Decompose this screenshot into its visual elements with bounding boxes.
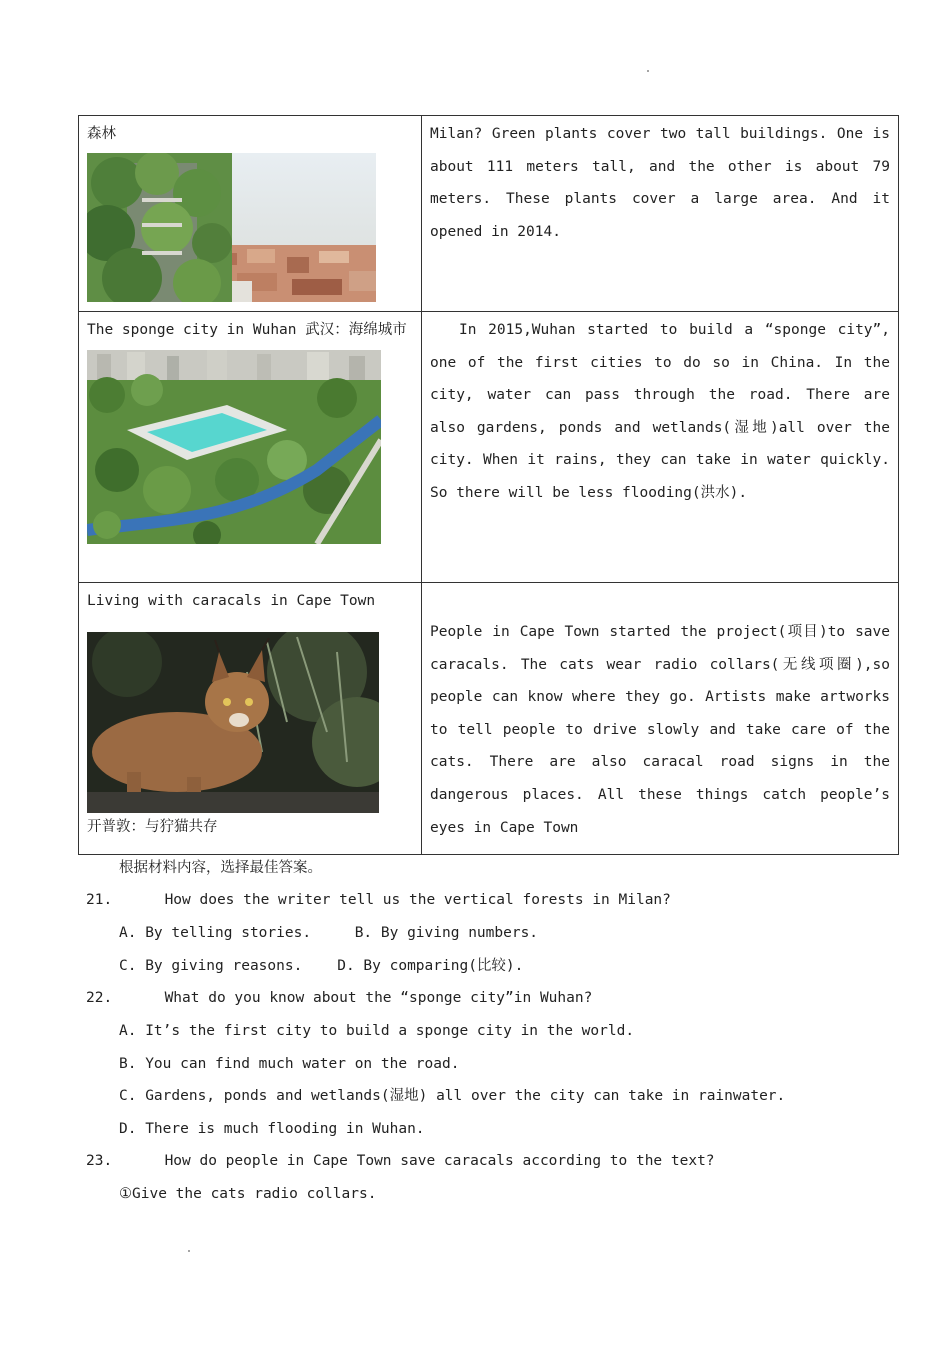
table-row — [79, 116, 899, 312]
question-22-option-c: C. Gardens, ponds and wetlands(湿地) all over the city can take in rainwater. — [119, 1088, 786, 1104]
question-23: 23. How do people in Cape Town save caracals according to the text? — [86, 1153, 715, 1169]
question-23-item-1: ①Give the cats radio collars. — [119, 1186, 377, 1202]
row-left-cell — [79, 583, 422, 855]
row-caption: 开普敦：与狞猫共存 — [87, 819, 218, 835]
row-right-cell — [422, 312, 899, 583]
question-22-option-b: B. You can find much water on the road. — [119, 1056, 460, 1072]
row-title: Living with caracals in Cape Town — [87, 593, 376, 609]
sponge-city-park-photo — [87, 350, 381, 544]
row-right-cell — [422, 116, 899, 312]
row-left-cell — [79, 312, 422, 583]
instruction: 根据材料内容，选择最佳答案。 — [119, 860, 322, 876]
question-21: 21. How does the writer tell us the vertical forests in Milan? — [86, 892, 671, 908]
caracal-photo — [87, 632, 379, 813]
page-mark-top — [647, 70, 649, 72]
page-mark-bottom — [188, 1250, 190, 1252]
question-22: 22. What do you know about the “sponge city”in Wuhan? — [86, 990, 593, 1006]
question-22-option-d: D. There is much flooding in Wuhan. — [119, 1121, 425, 1137]
row-title: The sponge city in Wuhan 武汉：海绵城市 — [87, 322, 407, 338]
table-row — [79, 312, 899, 583]
row-right-cell — [422, 583, 899, 855]
row-text: People in Cape Town started the project(项目)to save caracals. The cats wear radio collars(无线项圈),so people can know where they go. Artists make artworks to tell people to drive slowly and take care of the cats. There are also caracal road signs in the dangerous places. All these things catch people’s eyes in Cape Town — [430, 624, 890, 836]
row-text: In 2015,Wuhan started to build a “sponge city”, one of the first cities to do so in China. In the city, water can pass through the road. There are also gardens, ponds and wetlands(湿地)all over the city. When it rains, they can take in water quickly. So there will be less flooding(洪水). — [430, 322, 890, 501]
question-21-options-cd: C. By giving reasons. D. By comparing(比较). — [119, 958, 524, 974]
table-row — [79, 583, 899, 855]
vertical-forest-photo — [87, 153, 376, 302]
row-text: Milan? Green plants cover two tall buildings. One is about 111 meters tall, and the other is about 79 meters. These plants cover a large area. And it opened in 2014. — [430, 126, 890, 240]
row-title: 森林 — [87, 126, 116, 142]
reading-material-table — [78, 115, 899, 855]
row-left-cell — [79, 116, 422, 312]
question-21-options-ab: A. By telling stories. B. By giving numbers. — [119, 925, 539, 941]
question-22-option-a: A. It’s the first city to build a sponge city in the world. — [119, 1023, 635, 1039]
